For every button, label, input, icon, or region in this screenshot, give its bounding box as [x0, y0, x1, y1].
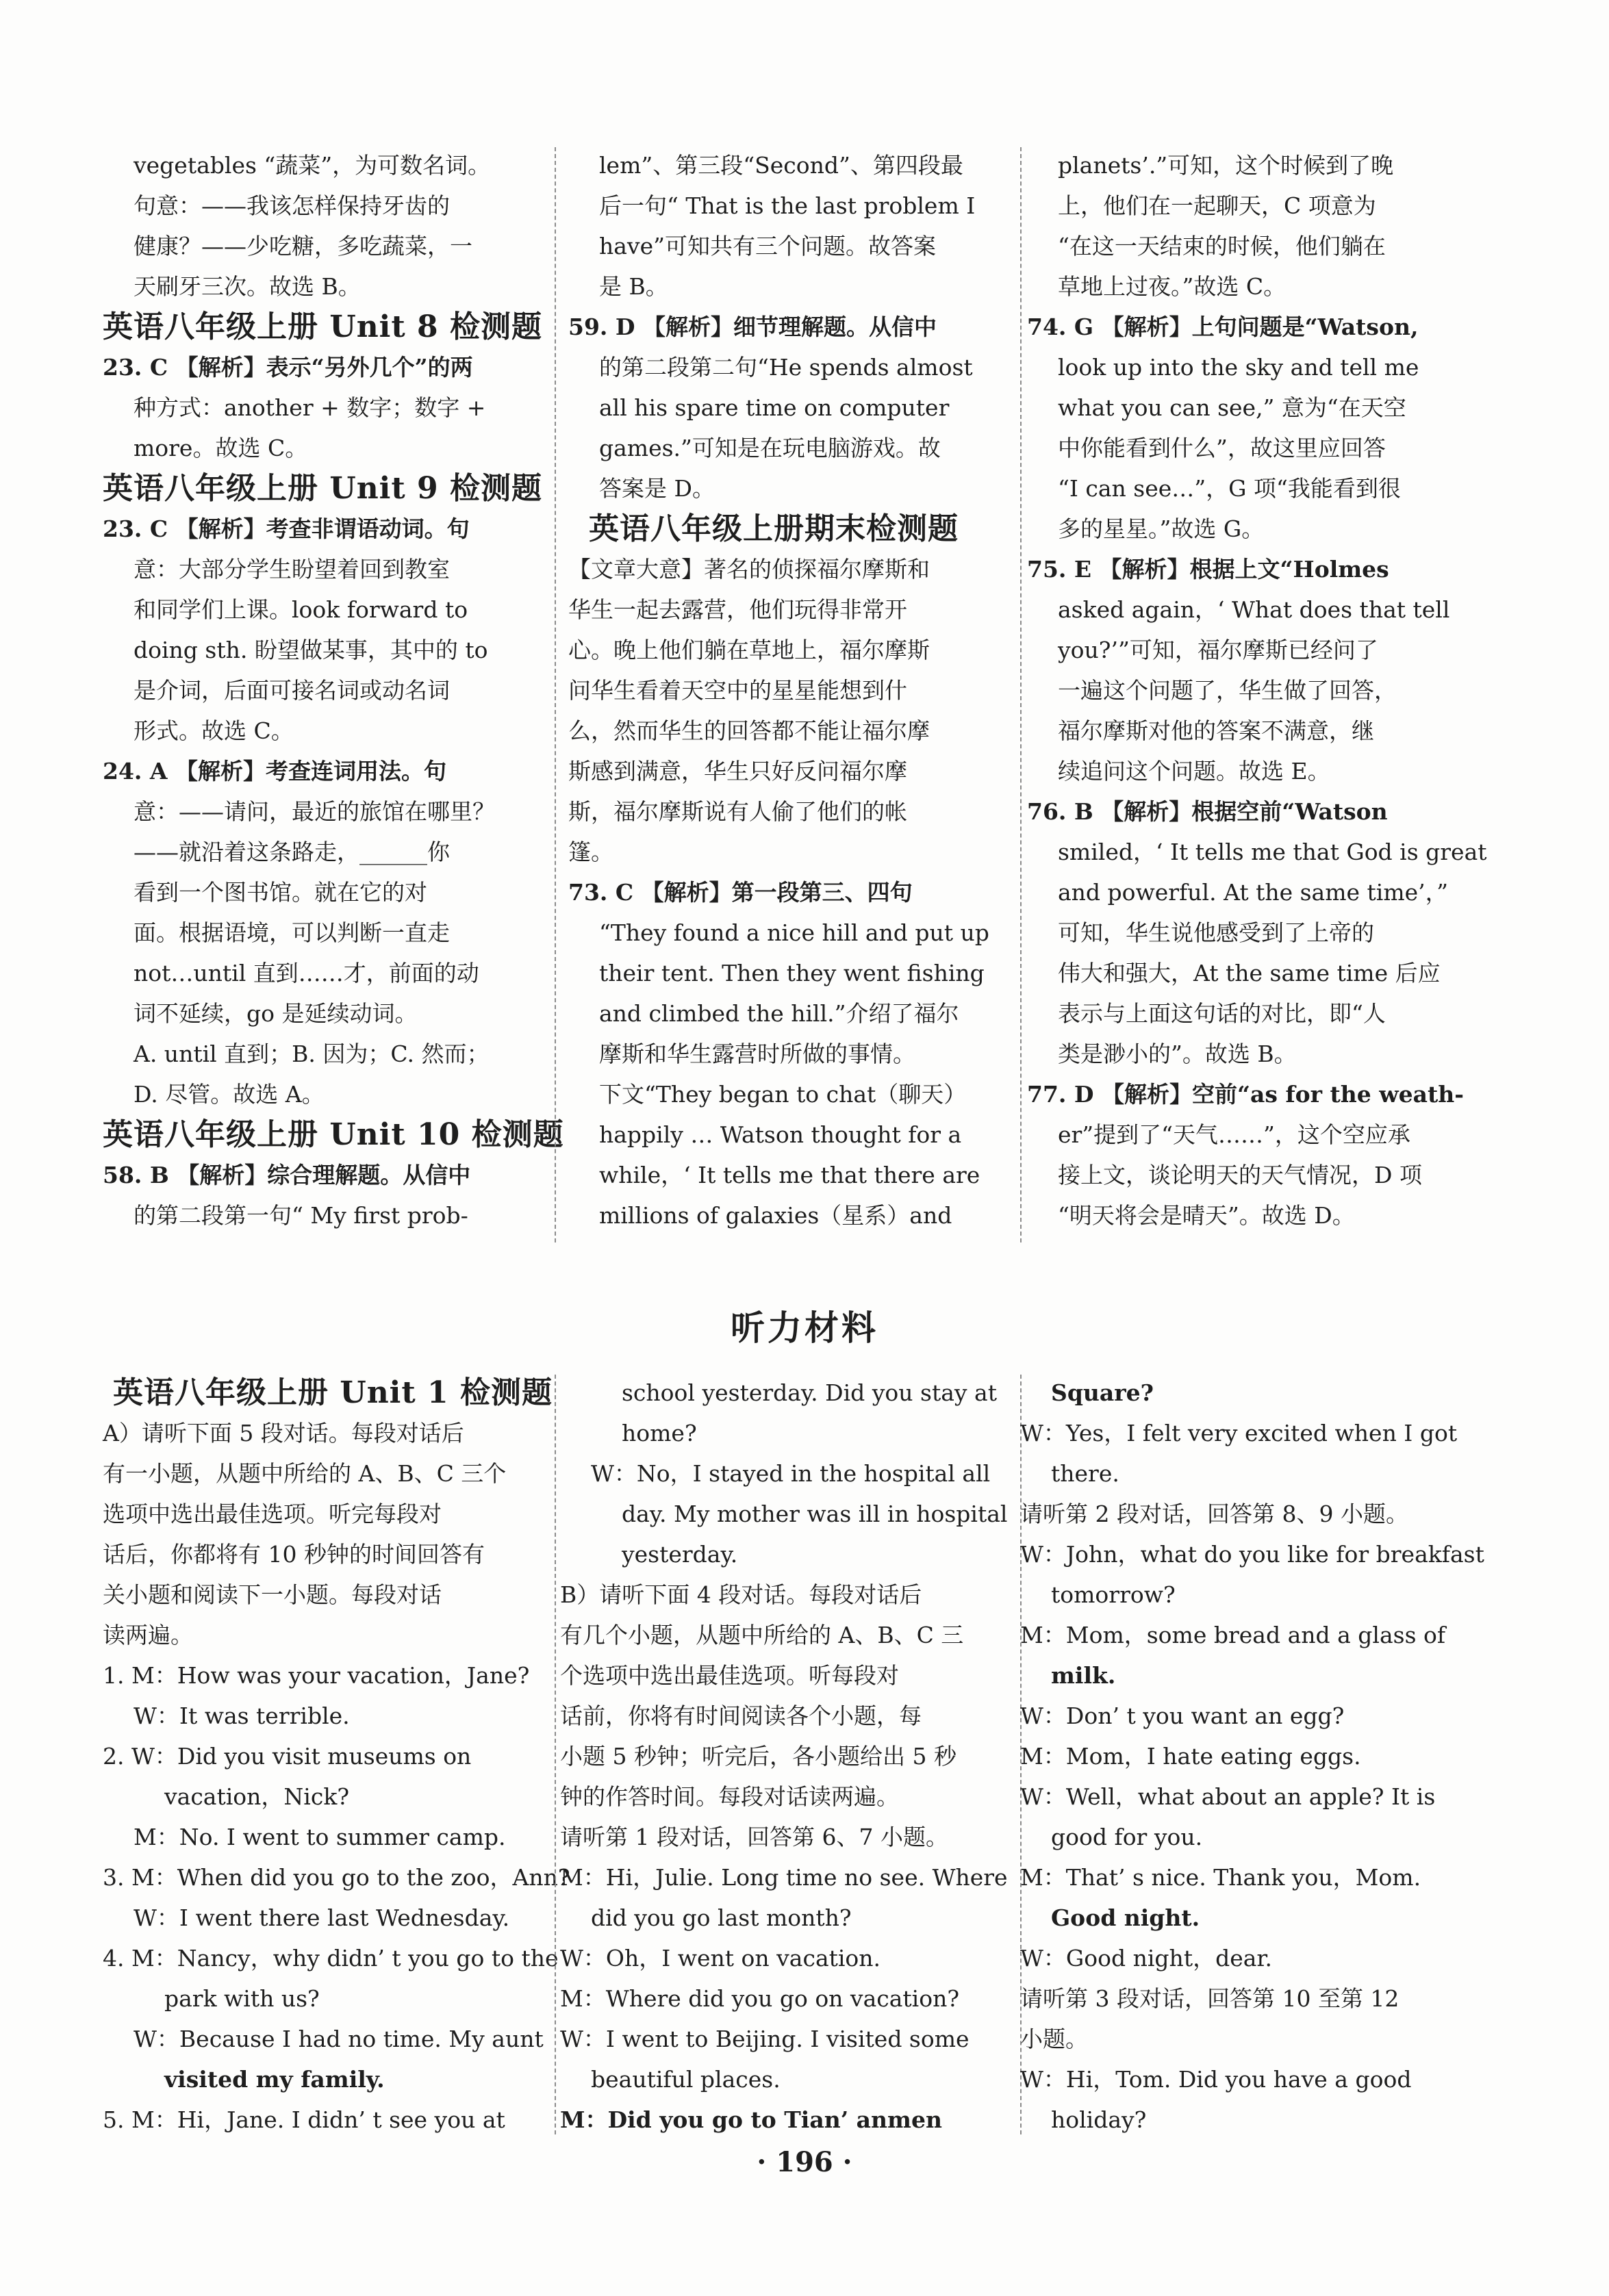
dialogue-line: W：Good night，dear.	[1020, 1945, 1273, 1972]
dialogue-line: 5. M：Hi，Jane. I didn’ t see you at	[103, 2106, 505, 2133]
text-line: 摩斯和华生露营时所做的事情。	[599, 1041, 915, 1067]
text-line: 伟大和强大，At the same time 后应	[1058, 960, 1441, 986]
column-divider	[1020, 147, 1022, 1242]
text-line: 问华生看着天空中的星星能想到什	[568, 677, 907, 704]
text-line: and powerful. At the same time’，”	[1058, 879, 1449, 906]
page-number: · 196 ·	[757, 2146, 852, 2178]
dialogue-line: W：Hi，Tom. Did you have a good	[1020, 2066, 1412, 2093]
text-line: 表示与上面这句话的对比，即“人	[1058, 1000, 1386, 1027]
text-line: 个选项中选出最佳选项。听每段对	[560, 1662, 899, 1689]
text-line: 一遍这个问题了，华生做了回答，	[1058, 677, 1397, 704]
text-line: 读两遍。	[103, 1622, 193, 1648]
dialogue-line: M：Mom，some bread and a glass of	[1020, 1622, 1446, 1648]
dialogue-line: 2. W：Did you visit museums on	[103, 1743, 472, 1770]
text-line: not…until 直到……才，前面的动	[134, 960, 479, 986]
dialogue-line: 3. M：When did you go to the zoo，Ann?	[103, 1864, 570, 1891]
dialogue-line: W：Well，what about an apple? It is	[1020, 1783, 1436, 1810]
text-line: asked again，‘ What does that tell	[1058, 596, 1450, 623]
text-line: 中你能看到什么”，故这里应回答	[1058, 435, 1386, 461]
text-line: 续追问这个问题。故选 E。	[1058, 758, 1330, 785]
answers-column-3	[1027, 145, 1487, 1236]
dialogue-line: tomorrow?	[1051, 1581, 1176, 1608]
text-line: A. until 直到；B. 因为；C. 然而；	[134, 1041, 490, 1067]
text-line: 篷。	[568, 839, 613, 865]
section-heading: 英语八年级上册 Unit 9 检测题	[103, 471, 542, 506]
dialogue-line: yesterday.	[622, 1541, 738, 1568]
text-line: 请听第 1 段对话，回答第 6、7 小题。	[560, 1824, 948, 1850]
text-line: 健康？——少吃糖，多吃蔬菜，一	[134, 233, 472, 259]
text-line: 小题 5 秒钟；听完后，各小题给出 5 秒	[560, 1743, 956, 1770]
text-line: 有一小题，从题中所给的 A、B、C 三个	[103, 1460, 507, 1487]
text-line: 小题。	[1020, 2026, 1088, 2052]
text-line: 意：——请问，最近的旅馆在哪里？	[134, 798, 495, 825]
text-line: 是介词，后面可接名词或动名词	[134, 677, 450, 704]
dialogue-line: M：No. I went to summer camp.	[134, 1824, 506, 1850]
answers-column-2	[568, 145, 1006, 1236]
dialogue-line: there.	[1051, 1460, 1119, 1487]
text-line: lem”、第三段“Second”、第四段最	[599, 152, 963, 179]
text-line: 话前，你将有时间阅读各个小题，每	[560, 1702, 922, 1729]
dialogue-line: M：Where did you go on vacation?	[560, 1985, 960, 2012]
dialogue-line: holiday?	[1051, 2106, 1147, 2133]
text-line: 下文“They began to chat（聊天）	[599, 1081, 967, 1108]
text-line: 接上文，谈论明天的天气情况，D 项	[1058, 1162, 1422, 1188]
section-heading: 英语八年级上册 Unit 8 检测题	[103, 309, 542, 344]
text-line: 意：大部分学生盼望着回到教室	[134, 556, 450, 583]
answer-item: 59. D 【解析】细节理解题。从信中	[568, 314, 937, 340]
text-line: their tent. Then they went fishing	[599, 960, 985, 986]
listening-material-title: 听力材料	[731, 1308, 878, 1348]
dialogue-line: good for you.	[1051, 1824, 1203, 1850]
answer-item: 75. E 【解析】根据上文“Holmes	[1027, 556, 1389, 583]
text-line: 是 B。	[599, 273, 668, 300]
text-line: 有几个小题，从题中所给的 A、B、C 三	[560, 1622, 964, 1648]
text-line: 请听第 2 段对话，回答第 8、9 小题。	[1020, 1501, 1408, 1527]
dialogue-line: M：Hi，Julie. Long time no see. Where	[560, 1864, 1008, 1891]
dialogue-line: 1. M：How was your vacation，Jane?	[103, 1662, 530, 1689]
text-line: 面。根据语境，可以判断一直走	[134, 919, 450, 946]
text-line: happily … Watson thought for a	[599, 1121, 962, 1148]
text-line: 华生一起去露营，他们玩得非常开	[568, 596, 907, 623]
dialogue-line: school yesterday. Did you stay at	[622, 1379, 997, 1406]
text-line: “I can see…”，G 项“我能看到很	[1058, 475, 1401, 502]
text-line: 句意：——我该怎样保持牙齿的	[134, 192, 450, 219]
text-line: 的第二段第二句“He spends almost	[599, 354, 973, 381]
text-line: 和同学们上课。look forward to	[134, 596, 468, 623]
listening-column-2	[560, 1373, 1008, 2140]
text-line: ——就沿着这条路走，______你	[134, 839, 450, 865]
dialogue-line: W：Because I had no time. My aunt	[134, 2026, 544, 2052]
text-line: 类是渺小的”。故选 B。	[1058, 1041, 1297, 1067]
dialogue-line: visited my family.	[164, 2066, 385, 2093]
dialogue-line: M：Did you go to Tian’ anmen	[560, 2106, 942, 2133]
text-line: “在这一天结束的时候，他们躺在	[1058, 233, 1386, 259]
answer-item: 23. C 【解析】表示“另外几个”的两	[103, 354, 473, 381]
section-heading: 英语八年级上册 Unit 1 检测题	[113, 1375, 553, 1410]
answer-item: 24. A 【解析】考查连词用法。句	[103, 758, 446, 785]
text-line: 形式。故选 C。	[134, 717, 294, 744]
dialogue-line: W：No，I stayed in the hospital all	[591, 1460, 991, 1487]
text-line: 话后，你都将有 10 秒钟的时间回答有	[103, 1541, 485, 1568]
text-line: er”提到了“天气……”，这个空应承	[1058, 1121, 1410, 1148]
text-line: 后一句“ That is the last problem I	[599, 192, 976, 219]
section-heading: 英语八年级上册 Unit 10 检测题	[103, 1117, 564, 1152]
text-line: games.”可知是在玩电脑游戏。故	[599, 435, 941, 461]
dialogue-line: W：Don’ t you want an egg?	[1020, 1702, 1345, 1729]
dialogue-line: W：Oh，I went on vacation.	[560, 1945, 881, 1972]
text-line: more。故选 C。	[134, 435, 308, 461]
answer-item: 23. C 【解析】考查非谓语动词。句	[103, 515, 470, 542]
dialogue-line: Good night.	[1051, 1904, 1200, 1931]
dialogue-line: W：It was terrible.	[134, 1702, 350, 1729]
text-line: all his spare time on computer	[599, 394, 950, 421]
dialogue-line: Square?	[1051, 1379, 1154, 1406]
text-line: 斯感到满意，华生只好反问福尔摩	[568, 758, 907, 785]
text-line: 么，然而华生的回答都不能让福尔摩	[568, 717, 930, 744]
text-line: while，‘ It tells me that there are	[599, 1162, 980, 1188]
text-line: vegetables “蔬菜”，为可数名词。	[134, 152, 491, 179]
text-line: 心。晚上他们躺在草地上，福尔摩斯	[568, 637, 930, 663]
dialogue-line: vacation，Nick?	[164, 1783, 350, 1810]
answer-item: 74. G 【解析】上句问题是“Watson,	[1027, 314, 1419, 340]
text-line: 【文章大意】著名的侦探福尔摩斯和	[568, 556, 930, 583]
text-line: 天刷牙三次。故选 B。	[134, 273, 361, 300]
text-line: 请听第 3 段对话，回答第 10 至第 12	[1020, 1985, 1399, 2012]
text-line: 多的星星。”故选 G。	[1058, 515, 1265, 542]
dialogue-line: did you go last month?	[591, 1904, 852, 1931]
answers-column-1	[103, 145, 564, 1236]
dialogue-line: W：I went there last Wednesday.	[134, 1904, 510, 1931]
dialogue-line: W：Yes，I felt very excited when I got	[1020, 1420, 1458, 1446]
text-line: 种方式：another + 数字；数字 +	[134, 394, 486, 421]
section-heading: 英语八年级上册期末检测题	[589, 511, 959, 546]
text-line: 草地上过夜。”故选 C。	[1058, 273, 1287, 300]
answer-item: 73. C 【解析】第一段第三、四句	[568, 879, 913, 906]
answer-item: 58. B 【解析】综合理解题。从信中	[103, 1162, 471, 1188]
text-line: millions of galaxies（星系）and	[599, 1202, 952, 1229]
listening-column-3	[1020, 1373, 1484, 2140]
text-line: 的第二段第一句“ My first prob-	[134, 1202, 468, 1229]
listening-column-1	[103, 1373, 570, 2140]
dialogue-line: M：Mom，I hate eating eggs.	[1020, 1743, 1361, 1770]
text-line: 福尔摩斯对他的答案不满意，继	[1058, 717, 1374, 744]
text-line: 选项中选出最佳选项。听完每段对	[103, 1501, 442, 1527]
text-line: B）请听下面 4 段对话。每段对话后	[560, 1581, 922, 1608]
text-line: what you can see,” 意为“在天空	[1058, 394, 1406, 421]
text-line: D. 尽管。故选 A。	[134, 1081, 325, 1108]
dialogue-line: W：I went to Beijing. I visited some	[560, 2026, 970, 2052]
dialogue-line: milk.	[1051, 1662, 1116, 1689]
text-line: planets’.”可知，这个时候到了晚	[1058, 152, 1394, 179]
dialogue-line: M：That’ s nice. Thank you，Mom.	[1020, 1864, 1421, 1891]
text-line: A）请听下面 5 段对话。每段对话后	[103, 1420, 464, 1446]
dialogue-line: beautiful places.	[591, 2066, 781, 2093]
text-line: “They found a nice hill and put up	[599, 919, 989, 946]
text-line: 上，他们在一起聊天，C 项意为	[1058, 192, 1376, 219]
answer-item: 76. B 【解析】根据空前“Watson	[1027, 798, 1388, 825]
text-line: 斯，福尔摩斯说有人偷了他们的帐	[568, 798, 907, 825]
dialogue-line: 4. M：Nancy，why didn’ t you go to the	[103, 1945, 559, 1972]
text-line: “明天将会是晴天”。故选 D。	[1058, 1202, 1355, 1229]
dialogue-line: day. My mother was ill in hospital	[622, 1501, 1008, 1527]
text-line: smiled，‘ It tells me that God is great	[1058, 839, 1487, 865]
text-line: look up into the sky and tell me	[1058, 354, 1419, 381]
text-line: and climbed the hill.”介绍了福尔	[599, 1000, 959, 1027]
text-line: doing sth. 盼望做某事，其中的 to	[134, 637, 488, 663]
text-line: 答案是 D。	[599, 475, 715, 502]
column-divider	[555, 147, 556, 1242]
text-line: 词不延续，go 是延续动词。	[134, 1000, 418, 1027]
text-line: 钟的作答时间。每段对话读两遍。	[560, 1783, 899, 1810]
text-line: 关小题和阅读下一小题。每段对话	[103, 1581, 442, 1608]
column-divider	[555, 1375, 556, 2134]
text-line: 看到一个图书馆。就在它的对	[134, 879, 427, 906]
text-line: 可知，华生说他感受到了上帝的	[1058, 919, 1374, 946]
dialogue-line: park with us?	[164, 1985, 320, 2012]
dialogue-line: home?	[622, 1420, 697, 1446]
text-line: have”可知共有三个问题。故答案	[599, 233, 936, 259]
dialogue-line: W：John，what do you like for breakfast	[1020, 1541, 1484, 1568]
answer-item: 77. D 【解析】空前“as for the weath-	[1027, 1081, 1464, 1108]
text-line: you?’”可知，福尔摩斯已经问了	[1058, 637, 1378, 663]
